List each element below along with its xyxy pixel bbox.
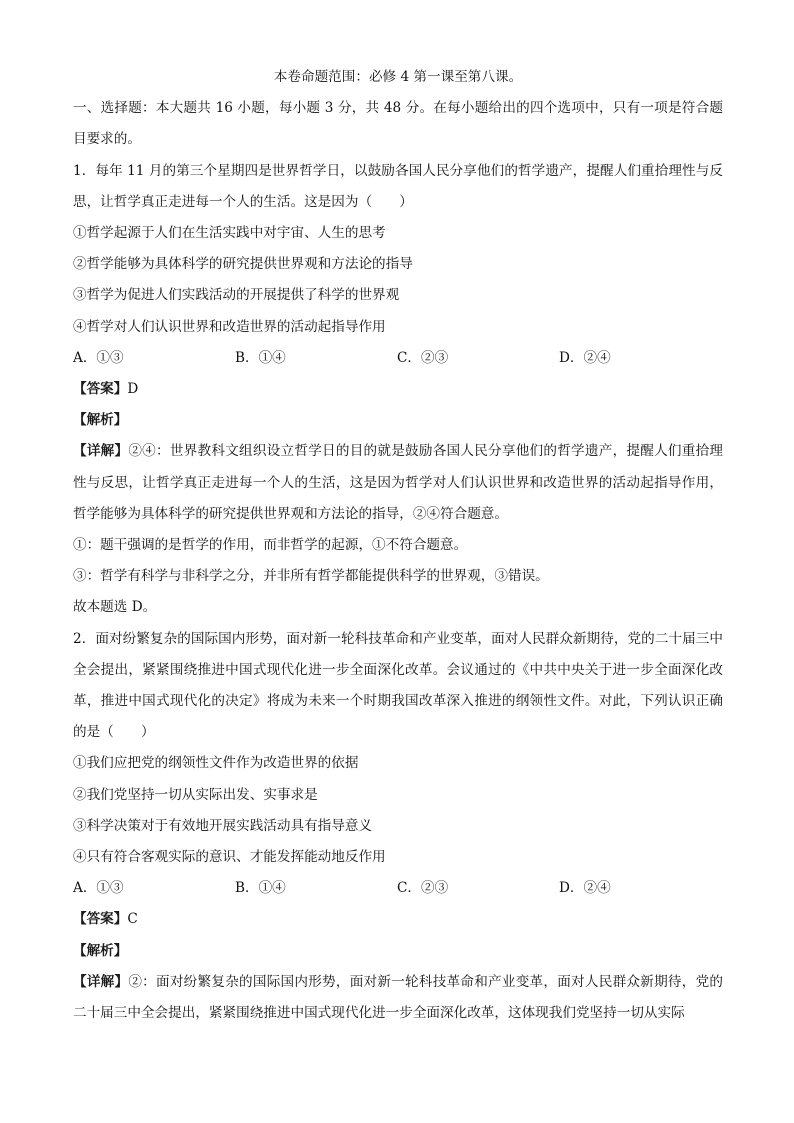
- q1-analysis-label: 【解析】: [73, 412, 128, 429]
- paper-scope-header: 本卷命题范围：必修 4 第一课至第八课。: [273, 69, 523, 85]
- q1-options: [73, 343, 723, 374]
- q2-detail: [73, 967, 723, 1029]
- q1-conclusion: 故本题选 D。: [73, 599, 157, 616]
- q1-statement-4: ④哲学对人们认识世界和改造世界的活动起指导作用: [73, 318, 386, 335]
- detail-text: ②④：世界教科文组织设立哲学日的目的就是鼓励各国人民分享他们的哲学遗产，提醒人们重拾理性与反思，让哲学真正走进每一个人的生活，这是因为哲学对人们认识世界和改造世界的活动起指导作用，哲学能够为具体科学的研究提供世界观和方法论的指导，②④符合题意。: [73, 443, 724, 522]
- q2-statement-2: ②我们党坚持一切从实际出发、实事求是: [73, 786, 318, 803]
- section-intro: 一、选择题：本大题共 16 小题，每小题 3 分，共 48 分。在每小题给出的四个选项中，只有一项是符合题目要求的。: [73, 100, 723, 148]
- q1-statement-2: ②哲学能够为具体科学的研究提供世界观和方法论的指导: [73, 256, 413, 273]
- answer-value: D: [127, 381, 139, 398]
- detail-label: 【详解】: [73, 973, 129, 990]
- document-page: [73, 62, 723, 1029]
- detail-label: 【详解】: [73, 443, 129, 460]
- q2-analysis-label: 【解析】: [73, 942, 128, 959]
- q2-option-a: A．①③: [73, 880, 124, 897]
- q1-detail: [73, 436, 723, 530]
- q1-note-2: ③：哲学有科学与非科学之分，并非所有哲学都能提供科学的世界观，③错误。: [73, 568, 549, 585]
- question-2-stem: 2．面对纷繁复杂的国际国内形势，面对新一轮科技革命和产业变革，面对人民群众新期待，党的二十届三中全会提出，紧紧围绕推进中国式现代化进一步全面深化改革。会议通过的《中共中央关于进一步全面深化改革，推进中国式现代化的决定》将成为未来一个时期我国改革深入推进的纲领性文件。对此，下列认识正确的是（ ）: [73, 630, 723, 741]
- answer-label: 【答案】: [73, 381, 128, 398]
- q1-option-c: C．②③: [397, 349, 449, 366]
- q2-option-c: C．②③: [397, 880, 449, 897]
- q1-note-1: ①：题干强调的是哲学的作用，而非哲学的起源，①不符合题意。: [73, 537, 468, 554]
- answer-value: C: [127, 911, 138, 928]
- question-1-stem: 1．每年 11 月的第三个星期四是世界哲学日，以鼓励各国人民分享他们的哲学遗产，提醒人们重拾理性与反思，让哲学真正走进每一个人的生活。这是因为（ ）: [73, 162, 723, 210]
- q1-answer: [73, 374, 723, 405]
- q2-statement-3: ③科学决策对于有效地开展实践活动具有指导意义: [73, 817, 373, 834]
- q2-option-b: B．①④: [235, 880, 286, 897]
- q2-options: [73, 873, 723, 904]
- q2-statement-4: ④只有符合客观实际的意识、才能发挥能动地反作用: [73, 849, 386, 866]
- q1-option-a: A．①③: [73, 349, 124, 366]
- q2-statement-1: ①我们应把党的纲领性文件作为改造世界的依据: [73, 755, 359, 772]
- detail-text: ②：面对纷繁复杂的国际国内形势，面对新一轮科技革命和产业变革，面对人民群众新期待，党的二十届三中全会提出，紧紧围绕推进中国式现代化进一步全面深化改革，这体现我们党坚持一切从实际: [73, 973, 724, 1022]
- answer-label: 【答案】: [73, 911, 128, 928]
- q1-option-b: B．①④: [235, 349, 286, 366]
- q1-statement-1: ①哲学起源于人们在生活实践中对宇宙、人生的思考: [73, 225, 386, 242]
- q1-option-d: D．②④: [559, 349, 611, 366]
- q1-statement-3: ③哲学为促进人们实践活动的开展提供了科学的世界观: [73, 287, 400, 304]
- q2-option-d: D．②④: [559, 880, 611, 897]
- q2-answer: [73, 904, 723, 935]
